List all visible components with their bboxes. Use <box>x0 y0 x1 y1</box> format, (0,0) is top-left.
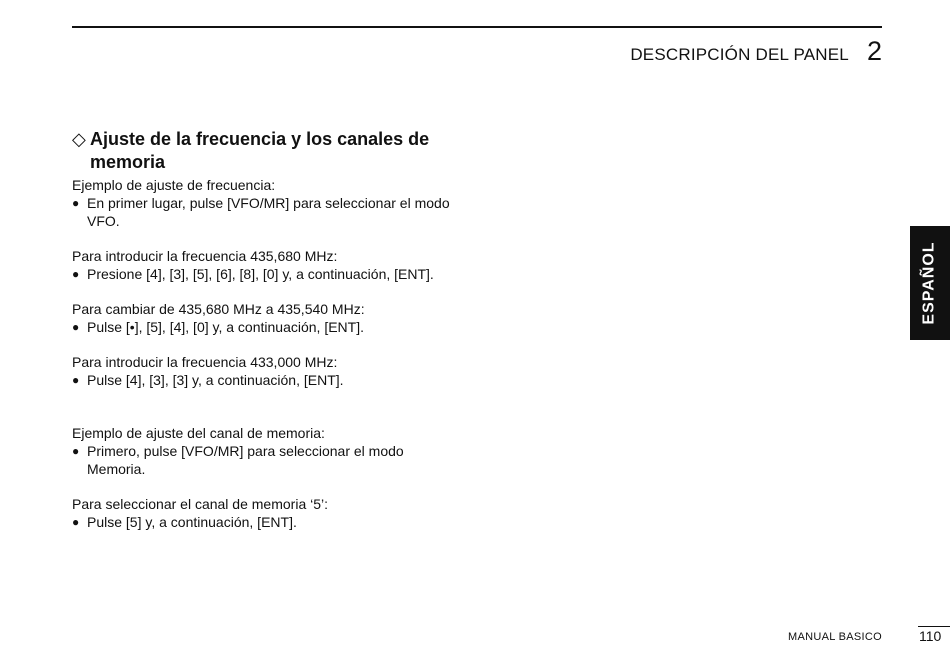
paragraph: Para introducir la frecuencia 433,000 MHz: <box>72 354 338 370</box>
bullet-text: Presione [4], [3], [5], [6], [8], [0] y, a continuación, [ENT]. <box>87 266 434 282</box>
top-rule <box>72 26 882 28</box>
paragraph: Ejemplo de ajuste del canal de memoria: <box>72 425 325 441</box>
bullet-item <box>72 442 462 478</box>
bullet-dot-icon: ● <box>72 196 80 210</box>
bullet-item <box>72 318 462 336</box>
section-heading <box>72 128 462 174</box>
page-number-rule <box>918 626 950 627</box>
bullet-item <box>72 371 462 389</box>
bullet-text: Primero, pulse [VFO/MR] para seleccionar el modo Memoria. <box>87 443 404 477</box>
bullet-text: En primer lugar, pulse [VFO/MR] para seleccionar el modo VFO. <box>87 195 450 229</box>
paragraph: Para cambiar de 435,680 MHz a 435,540 MHz: <box>72 301 365 317</box>
section-title: Ajuste de la frecuencia y los canales de memoria <box>90 129 430 172</box>
bullet-item <box>72 513 462 531</box>
bullet-text: Pulse [•], [5], [4], [0] y, a continuación, [ENT]. <box>87 319 364 335</box>
bullet-item <box>72 194 462 230</box>
paragraph: Para introducir la frecuencia 435,680 MHz: <box>72 248 338 264</box>
chapter-number: 2 <box>866 36 882 66</box>
content-column <box>72 128 462 531</box>
paragraph: Ejemplo de ajuste de frecuencia: <box>72 177 276 193</box>
bullet-dot-icon: ● <box>72 320 80 334</box>
bullet-text: Pulse [5] y, a continuación, [ENT]. <box>87 514 297 530</box>
bullet-dot-icon: ● <box>72 267 80 281</box>
paragraph: Para seleccionar el canal de memoria ‘5’: <box>72 496 329 512</box>
page-header <box>630 36 882 67</box>
bullet-item <box>72 265 462 283</box>
bullet-text: Pulse [4], [3], [3] y, a continuación, [ENT]. <box>87 372 344 388</box>
bullet-dot-icon: ● <box>72 515 80 529</box>
language-tab <box>910 226 950 340</box>
language-tab-label: ESPAÑOL <box>921 241 938 325</box>
footer-label: MANUAL BASICO <box>788 631 882 643</box>
bullet-dot-icon: ● <box>72 373 80 387</box>
header-title: DESCRIPCIÓN DEL PANEL <box>630 45 849 64</box>
diamond-icon: ◇ <box>72 129 86 149</box>
page-number: 110 <box>919 628 942 644</box>
bullet-dot-icon: ● <box>72 444 80 458</box>
